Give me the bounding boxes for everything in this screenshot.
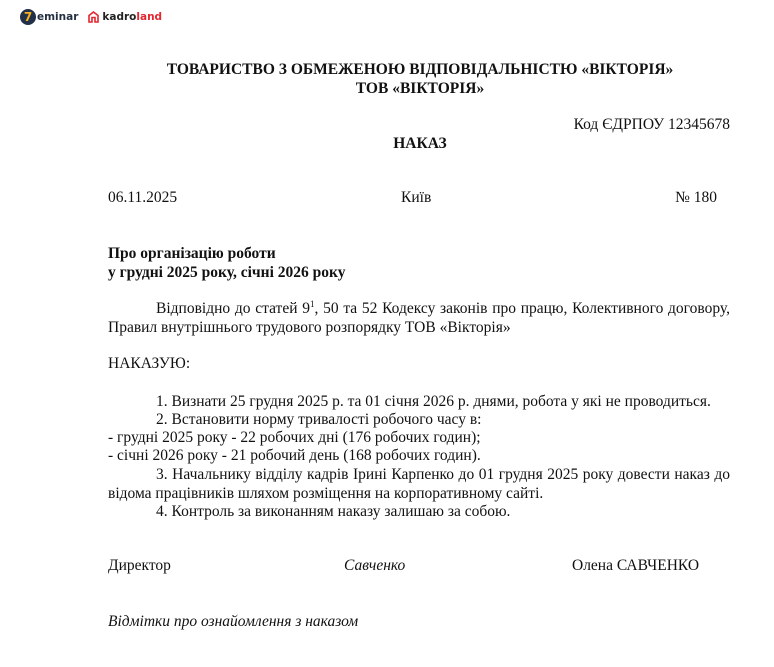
preamble — [108, 299, 730, 337]
order-item-4: 4. Контроль за виконанням наказу залишаю за собою. — [156, 503, 511, 520]
signer-signature: Савченко — [344, 557, 406, 574]
kadroland-text-part2: land — [136, 11, 163, 23]
subject-line-2: у грудні 2025 року, січні 2026 року — [108, 264, 346, 281]
preamble-text-2: , 50 та 52 Кодексу законів про працю, Колективного договору, Правил внутрішнього трудового розпорядку ТОВ «Вікторія» — [108, 300, 730, 336]
signer-name: Олена САВЧЕНКО — [572, 557, 700, 574]
subject-line-1: Про організацію роботи — [108, 245, 276, 262]
order-city: Київ — [401, 189, 432, 206]
order-item-2a: - грудні 2025 року - 22 робочих дні (176 робочих годин); — [108, 429, 481, 446]
logos — [20, 9, 162, 25]
kadroland-text-part1: kadro — [102, 11, 137, 23]
document-title: НАКАЗ — [393, 135, 447, 152]
house-icon — [88, 11, 99, 23]
order-item-2b: - січні 2026 року - 21 робочий день (168 робочих годин). — [108, 447, 481, 464]
seminar-logo — [20, 9, 78, 25]
order-item-1: 1. Визнати 25 грудня 2025 р. та 01 січня 2026 р. днями, робота у які не проводиться. — [156, 393, 711, 410]
preamble-superscript: 1 — [309, 299, 315, 309]
signer-position: Директор — [108, 557, 171, 574]
seminar-logo-text: eminar — [37, 11, 79, 23]
kadroland-logo — [88, 11, 162, 23]
order-item-2: 2. Встановити норму тривалості робочого часу в: — [156, 411, 482, 428]
seminar-seven-icon: 7 — [20, 9, 36, 25]
acknowledgement-note: Відмітки про ознайомлення з наказом — [108, 613, 359, 630]
order-item-3: 3. Начальнику відділу кадрів Ірині Карпенко до 01 грудня 2025 року довести наказ до відома працівників шляхом розміщення на корпоративному сайті. — [108, 466, 730, 502]
edrpou-code: Код ЄДРПОУ 12345678 — [573, 116, 730, 133]
preamble-text-1: Відповідно до статей 9 — [156, 300, 310, 317]
company-full-name: ТОВАРИСТВО З ОБМЕЖЕНОЮ ВІДПОВІДАЛЬНІСТЮ «ВІКТОРІЯ» — [166, 61, 674, 78]
order-word: НАКАЗУЮ: — [108, 355, 191, 372]
order-number: № 180 — [675, 189, 717, 206]
order-date: 06.11.2025 — [108, 189, 178, 206]
company-short-name: ТОВ «ВІКТОРІЯ» — [355, 80, 485, 97]
